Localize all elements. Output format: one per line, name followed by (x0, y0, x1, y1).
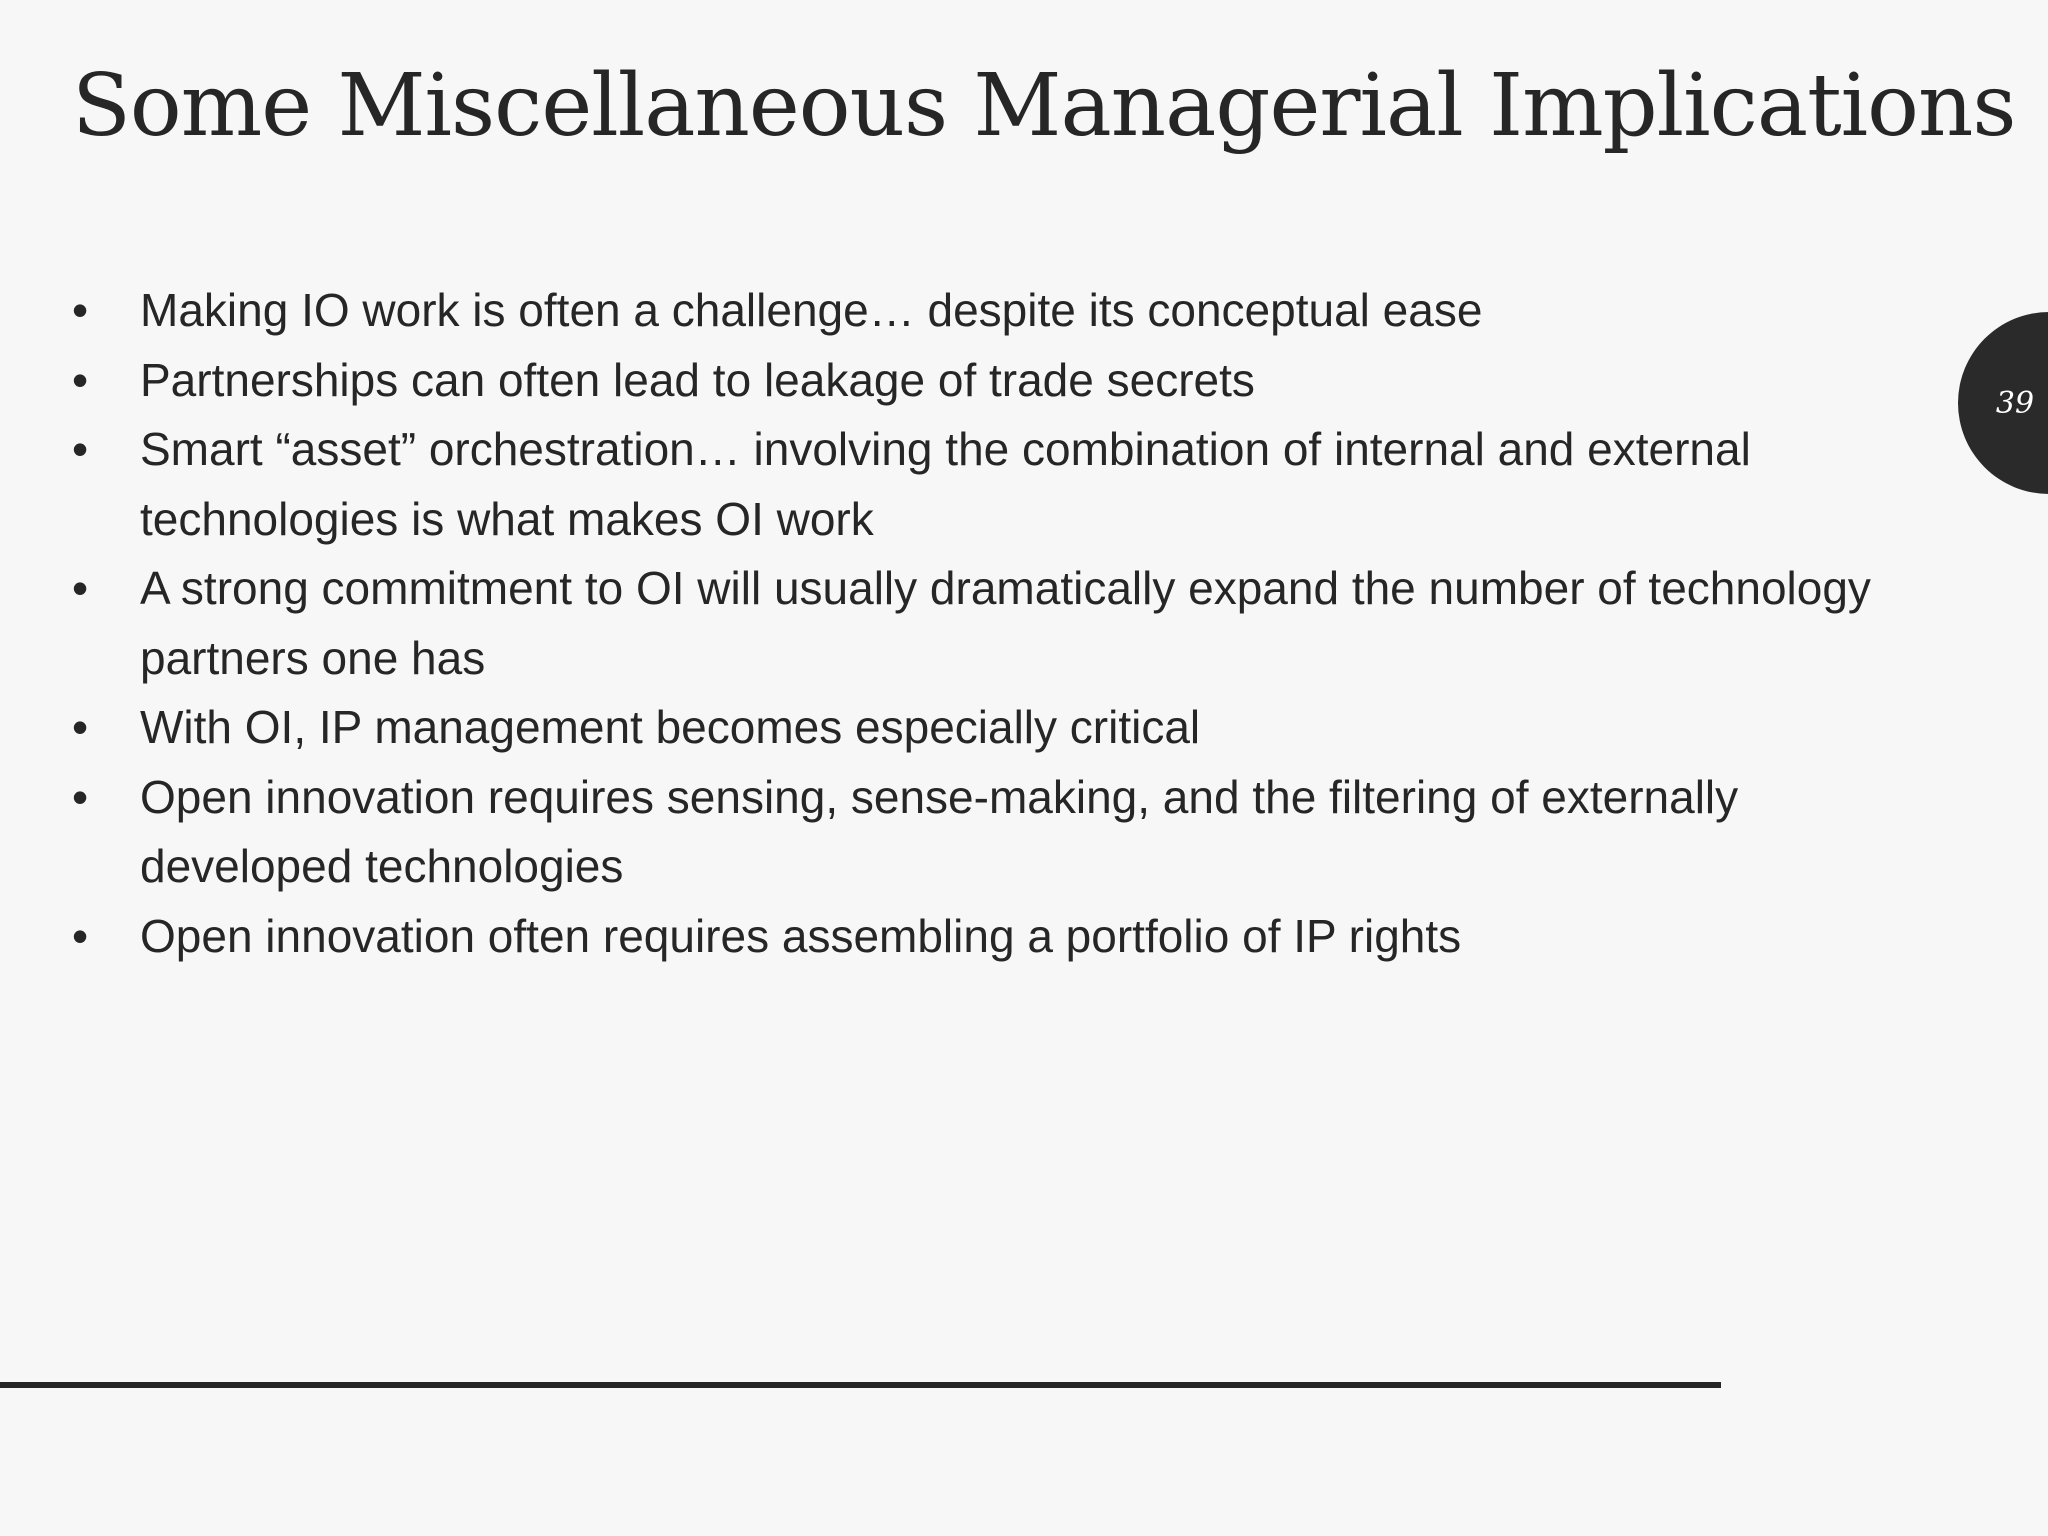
bullet-text: With OI, IP management becomes especially critical (140, 701, 1201, 753)
bullet-glyph: • (72, 770, 89, 823)
bullet-glyph: • (72, 701, 89, 753)
bullet-item (72, 276, 1872, 346)
bullet-item (72, 554, 1872, 693)
bullet-glyph: • (72, 562, 89, 614)
bullet-list (72, 276, 1872, 971)
bullet-item (72, 902, 1872, 972)
bullet-glyph: • (72, 284, 89, 336)
bullet-item (72, 693, 1872, 763)
footer-divider (0, 1382, 1721, 1388)
slide-title: Some Miscellaneous Managerial Implications (72, 56, 2016, 156)
bullet-item (72, 346, 1872, 416)
bullet-text: A strong commitment to OI will usually dramatically expand the number of technology partners one has (140, 562, 1871, 684)
bullet-glyph: • (72, 423, 89, 475)
bullet-item (72, 415, 1872, 554)
bullet-item (72, 763, 1872, 902)
bullet-glyph: • (72, 909, 89, 962)
bullet-glyph: • (72, 353, 89, 406)
bullet-text: Open innovation often requires assembling a portfolio of IP rights (140, 909, 1462, 962)
bullet-text: Smart “asset” orchestration… involving the combination of internal and external technologies is what makes OI work (140, 423, 1751, 545)
bullet-text: Making IO work is often a challenge… despite its conceptual ease (140, 284, 1483, 336)
bullet-text: Partnerships can often lead to leakage of trade secrets (140, 353, 1255, 406)
page-number: 39 (1995, 386, 2035, 421)
bullet-text: Open innovation requires sensing, sense-making, and the filtering of externally developed technologies (140, 770, 1739, 892)
